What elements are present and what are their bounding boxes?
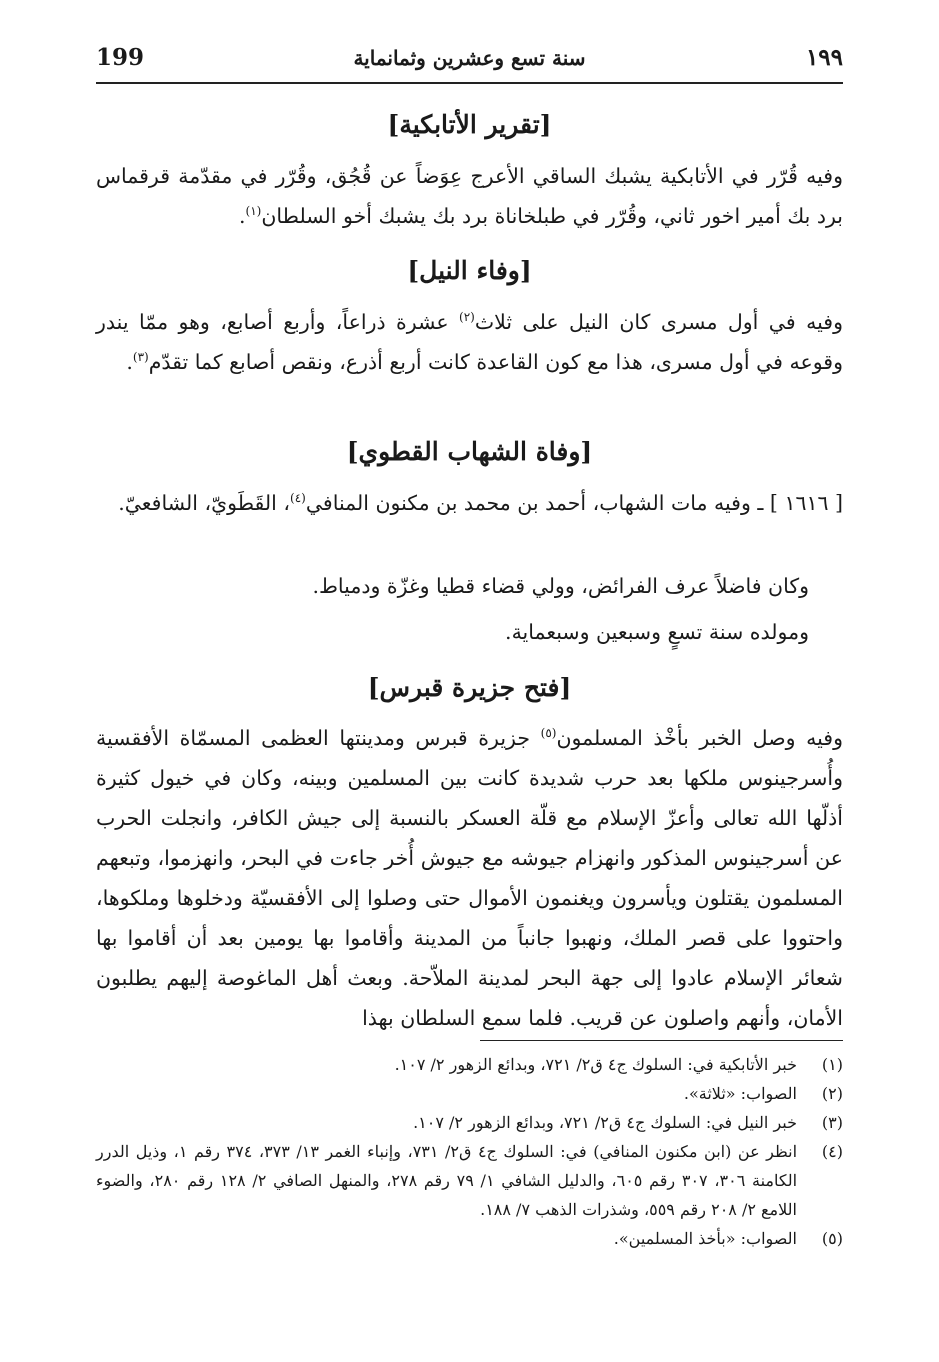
section-title-atabakiya: [تقرير الأتابكية] — [387, 110, 552, 139]
footnote-mark: (٤) — [821, 1142, 843, 1161]
footnote-text: انظر عن (ابن مكنون المنافي) في: السلوك ج٤ ق٢/ ٧٣١، وإنباء الغمر ١٣/ ٣٧٣، ٣٧٤ رقم ١، وذيل الدرر الكامنة ٣٠٦، ٣٠٧ رقم ٦٠٥، والدليل الشافي ١/ ٧٩ رقم ٢٧٨، والمنهل الصافي ٢/ ١٢٨ رقم ٢٨٠، والضوء اللامع ٢/ ٢٠٨ رقم ٥٥٩، وشذرات الذهب ٧/ ١٨٨. — [96, 1142, 798, 1219]
footnote-text: الصواب: «بأخذ المسلمين». — [613, 1229, 797, 1248]
footnote-item — [96, 1224, 843, 1253]
footnote-ref[interactable]: (٥) — [540, 726, 557, 741]
paragraph-text: وفيه وصل الخبر بأخْذ المسلمون — [556, 726, 843, 750]
footnotes-list — [96, 1050, 843, 1253]
paragraph-tail: . — [238, 204, 246, 228]
header-rule — [96, 82, 843, 84]
paragraph-text: [ ١٦١٦ ] ـ وفيه مات الشهاب، أحمد بن محمد بن مكنون المنافي — [305, 491, 843, 515]
paragraph-cyprus — [96, 718, 843, 1038]
paragraph-tail: . — [126, 350, 133, 374]
section-title-cyprus: [فتح جزيرة قبرس] — [367, 673, 572, 702]
paragraph-birth: ومولده سنة تسعٍ وسبعين وسبعماية. — [505, 620, 809, 644]
running-title: سنة تسع وعشرين وثمانماية — [353, 46, 586, 70]
paragraph-scholarship: وكان فاضلاً عرف الفرائض، وولي قضاء قطيا وغزّة ودمياط. — [312, 574, 809, 598]
footnote-item — [96, 1079, 843, 1108]
footnote-ref[interactable]: (١) — [245, 204, 262, 219]
footnote-mark: (٥) — [821, 1229, 843, 1248]
footnote-text: الصواب: «ثلاثة». — [683, 1084, 797, 1103]
footnote-text: خبر النيل في: السلوك ج٤ ق٢/ ٧٢١، وبدائع الزهور ٢/ ١٠٧. — [413, 1113, 797, 1132]
footnote-mark: (١) — [821, 1055, 843, 1074]
footnote-rule — [480, 1040, 843, 1041]
paragraph-obituary — [96, 483, 843, 523]
paragraph-text: وفيه في أول مسرى كان النيل على ثلاث — [474, 310, 843, 334]
footnote-ref[interactable]: (٢) — [459, 310, 475, 325]
paragraph-atabakiya — [96, 156, 843, 236]
footnote-mark: (٢) — [821, 1084, 843, 1103]
footnote-ref[interactable]: (٤) — [290, 491, 306, 506]
page-number-latin: 199 — [96, 44, 145, 71]
paragraph-tail: جزيرة قبرس ومدينتها العظمى المسمّاة الأفقسية وأُسرجينوس ملكها بعد حرب شديدة كانت بين المسلمين وبينه، وكان في خيول كثيرة أذلّها الله تعالى وأعزّ الإسلام مع قلّة العسكر بالنسبة إلى جيش الكافر، وانجلت الحرب عن أسرجينوس المذكور وانهزام جيوشه مع جيوش أُخر جاءت في البحر، وانهزموا، وتبعهم المسلمون يقتلون ويأسرون ويغنمون الأموال حتى وصلوا إلى الأفقسيّة ودخلوها وملكوها، واحتووا على قصر الملك، ونهبوا جانباً من المدينة وأقاموا بها يومين بعد أن أقاموا بها شعائر الإسلام عادوا إلى جهة البحر لمدينة الملاّحة. وبعث أهل الماغوصة إليهم يطلبون الأمان، وأنهم واصلون عن قريب. فلما سمع السلطان بهذا — [96, 726, 843, 1030]
section-title-nile: [وفاء النيل] — [407, 256, 532, 285]
footnote-mark: (٣) — [821, 1113, 843, 1132]
section-title-qatawi: [وفاة الشهاب القطوي] — [346, 437, 593, 466]
footnote-item — [96, 1050, 843, 1079]
page-header — [96, 40, 843, 86]
page-number-arabic: ١٩٩ — [805, 44, 843, 71]
footnote-item — [96, 1137, 843, 1224]
paragraph-nile — [96, 302, 843, 382]
paragraph-tail: ، القَطَويّ، الشافعيّ. — [118, 491, 290, 515]
footnote-text: خبر الأتابكية في: السلوك ج٤ ق٢/ ٧٢١، وبدائع الزهور ٢/ ١٠٧. — [394, 1055, 797, 1074]
footnote-ref[interactable]: (٣) — [132, 350, 149, 365]
footnote-item — [96, 1108, 843, 1137]
paragraph-text: وفيه قُرّر في الأتابكية يشبك الساقي الأعرج عِوَضاً عن قُجُق، وقُرّر في مقدّمة قرقماس برد بك أمير اخور ثاني، وقُرّر في طبلخاناة برد بك يشبك أخو السلطان — [96, 164, 843, 228]
paragraph-text: عشرة ذراعاً، وأربع أصابع، وهو ممّا يندر وقوعه في أول مسرى، هذا مع كون القاعدة كانت أربع أذرع، ونقص أصابع كما تقدّم — [96, 310, 843, 374]
